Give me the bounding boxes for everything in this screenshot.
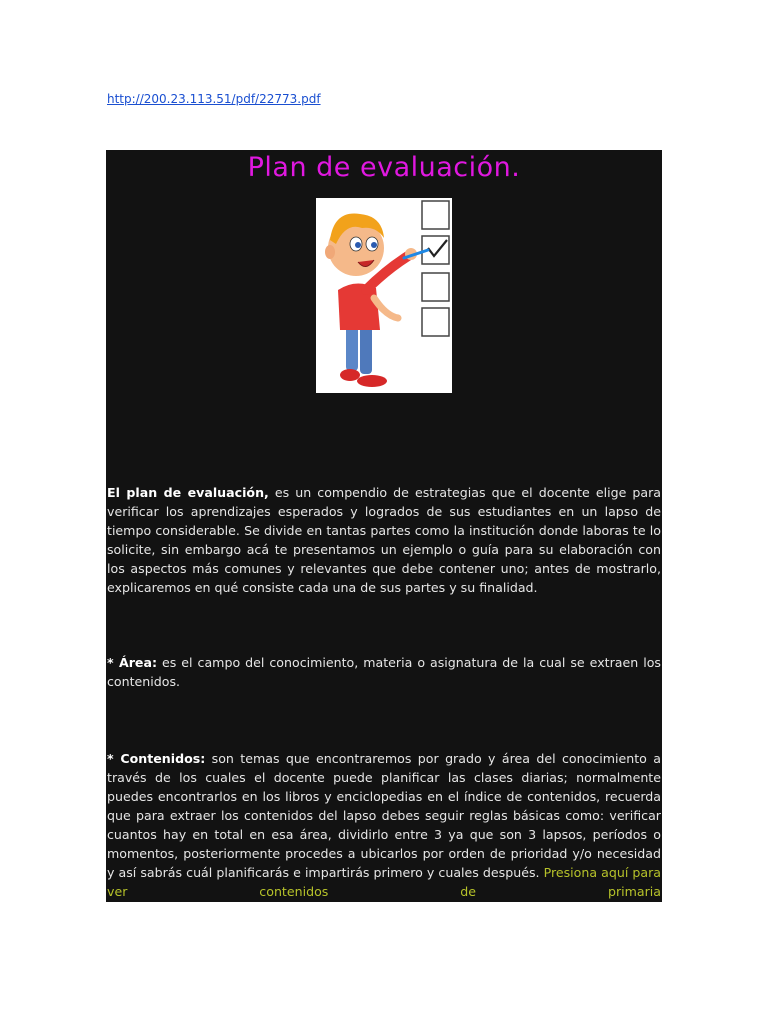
contenidos-text: son temas que encontraremos por grado y área del conocimiento a través de los cuales el docente puede planificar las clases diarias; normalmente puedes encontrarlos en los libros y enciclopedias en el índice de contenidos, recuerda que para extraer los contenidos del lapso debes seguir reglas básicas como: verificar cuantos hay en total en esa área, dividirlo entre 3 ya que son 3 lapsos, períodos o momentos, posteriormente procedes a ubicarlos por orden de prioridad y/o necesidad y así sabrás cuál planificarás e impartirás primero y cuales después.	[107, 750, 661, 880]
intro-paragraph	[107, 483, 661, 597]
intro-text: es un compendio de estrategias que el docente elige para verificar los aprendizajes esperados y logrados de sus estudiantes en un lapso de tiempo considerable. Se divide en tantas partes como la institución donde laboras te lo solicite, sin embargo acá te presentamos un ejemplo o guía para su elaboración con los aspectos más comunes y relevantes que debe contener uno; antes de mostrarlo, explicaremos en qué consiste cada una de sus partes y su finalidad.	[107, 484, 662, 595]
content-panel	[106, 150, 662, 902]
contenidos-bold-term: * Contenidos:	[107, 750, 206, 766]
checkbox-4	[422, 308, 449, 336]
primaria-contents-link[interactable]: Presiona aquí para ver contenidos de primaria	[107, 864, 661, 899]
contenidos-paragraph	[107, 749, 661, 901]
checkbox-1	[422, 201, 449, 229]
area-paragraph	[107, 653, 661, 691]
illustration-svg	[316, 198, 452, 393]
page-title: Plan de evaluación.	[247, 152, 521, 183]
intro-bold-term: El plan de evaluación,	[107, 484, 269, 500]
area-bold-term: * Área:	[107, 654, 157, 670]
area-text: es el campo del conocimiento, materia o asignatura de la cual se extraen los contenidos.	[107, 654, 661, 689]
pdf-link[interactable]: http://200.23.113.51/pdf/22773.pdf	[107, 92, 321, 106]
boy-with-checklist-illustration	[316, 198, 452, 393]
checkbox-3	[422, 273, 449, 301]
